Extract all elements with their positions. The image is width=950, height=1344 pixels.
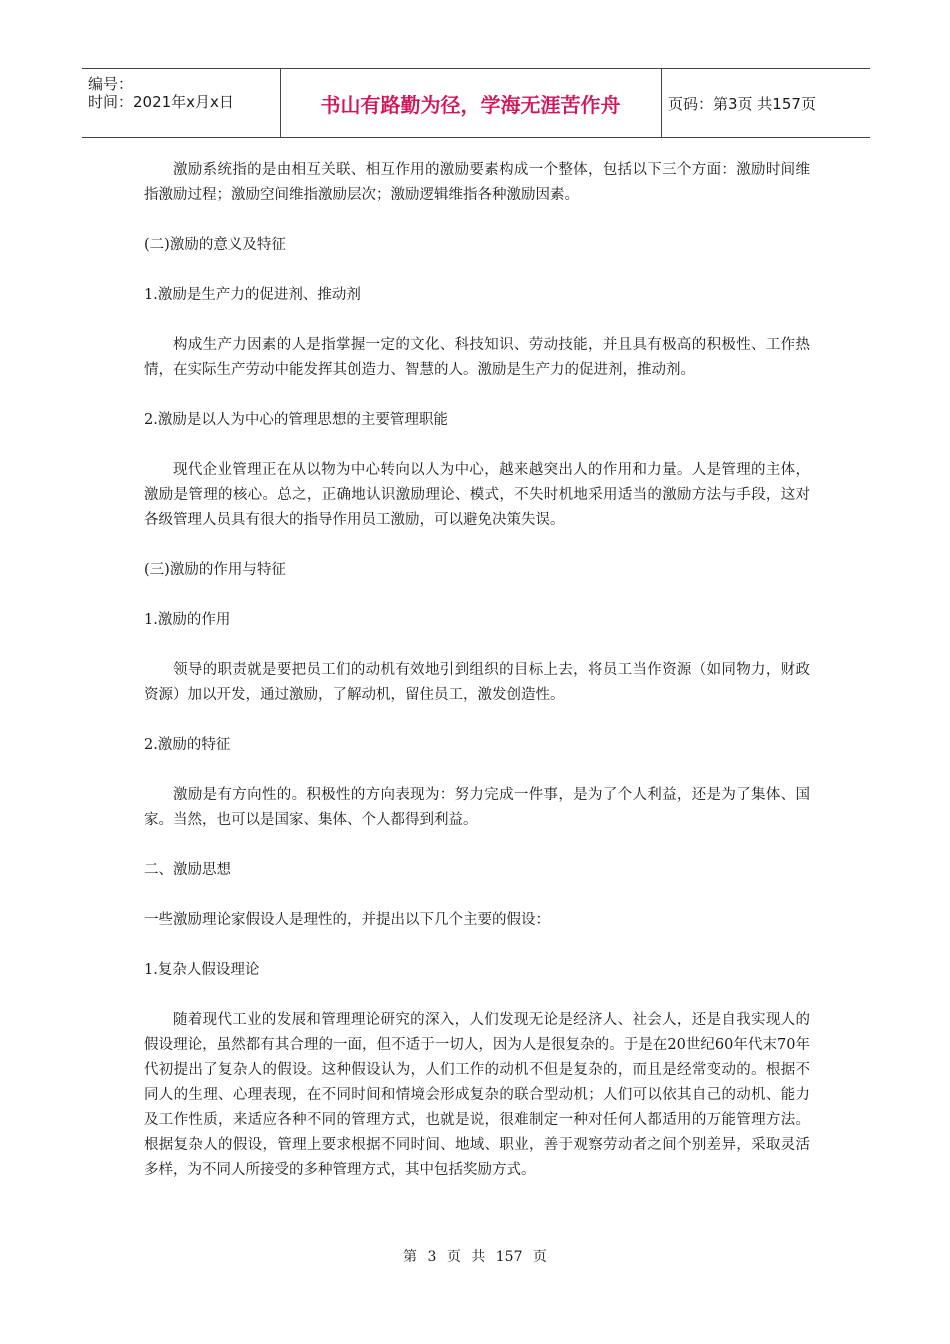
- body-paragraph: 随着现代工业的发展和管理理论研究的深入，人们发现无论是经济人、社会人，还是自我实现人的假设理论，虽然都有其合理的一面，但不适于一切人，因为人是很复杂的。于是在20世纪60年代末70年代初提出了复杂人的假设。这种假设认为，人们工作的动机不但是复杂的，而且是经常变动的。根据不同人的生理、心理表现，在不同时间和情境会形成复杂的联合型动机；人们可以依其自己的动机、能力及工作性质，来适应各种不同的管理方式，也就是说，很难制定一种对任何人都适用的万能管理方法。根据复杂人的假设，管理上要求根据不同时间、地域、职业，善于观察劳动者之间个别差异，采取灵活多样，为不同人所接受的多种管理方式，其中包括奖励方式。: [144, 1012, 810, 1178]
- section-heading: 1.激励是生产力的促进剂、推动剂: [144, 287, 361, 303]
- section-heading: (三)激励的作用与特征: [144, 562, 286, 578]
- body-paragraph: 激励是有方向性的。积极性的方向表现为：努力完成一件事，是为了个人利益，还是为了集体、国家。当然，也可以是国家、集体、个人都得到利益。: [144, 787, 810, 828]
- section-heading: 2.激励是以人为中心的管理思想的主要管理职能: [144, 412, 448, 428]
- body-paragraph: 构成生产力因素的人是指掌握一定的文化、科技知识、劳动技能，并且具有极高的积极性、工作热情，在实际生产劳动中能发挥其创造力、智慧的人。激励是生产力的促进剂，推动剂。: [144, 337, 810, 378]
- document-date-label: 时间：2021年x月x日: [88, 93, 234, 111]
- section-heading: 一些激励理论家假设人是理性的，并提出以下几个主要的假设：: [144, 912, 550, 928]
- section-heading: 1.激励的作用: [144, 612, 231, 628]
- body-paragraph: 现代企业管理正在从以物为中心转向以人为中心，越来越突出人的作用和力量。人是管理的主体，激励是管理的核心。总之，正确地认识激励理论、模式，不失时机地采用适当的激励方法与手段，这对各级管理人员具有很大的指导作用员工激励，可以避免决策失误。: [144, 462, 810, 528]
- section-heading: 二、激励思想: [144, 862, 231, 878]
- body-paragraph: 领导的职责就是要把员工们的动机有效地引到组织的目标上去，将员工当作资源（如同物力，财政资源）加以开发，通过激励，了解动机，留住员工，激发创造性。: [144, 662, 810, 703]
- header-motto: 书山有路勤为径，学海无涯苦作舟: [280, 69, 662, 137]
- page-header: [82, 68, 870, 138]
- section-heading: 2.激励的特征: [144, 737, 231, 753]
- section-heading: (二)激励的意义及特征: [144, 237, 286, 253]
- page-footer: 第 3 页 共 157 页: [403, 1249, 547, 1265]
- section-heading: 1.复杂人假设理论: [144, 962, 260, 978]
- document-body: [144, 158, 810, 1208]
- body-paragraph: 激励系统指的是由相互关联、相互作用的激励要素构成一个整体，包括以下三个方面：激励时间维指激励过程；激励空间维指激励层次；激励逻辑维指各种激励因素。: [144, 162, 810, 203]
- header-meta-cell: [82, 69, 281, 137]
- document-number-label: 编号：: [88, 75, 134, 93]
- header-page-info: 页码：第3页 共157页: [668, 94, 816, 113]
